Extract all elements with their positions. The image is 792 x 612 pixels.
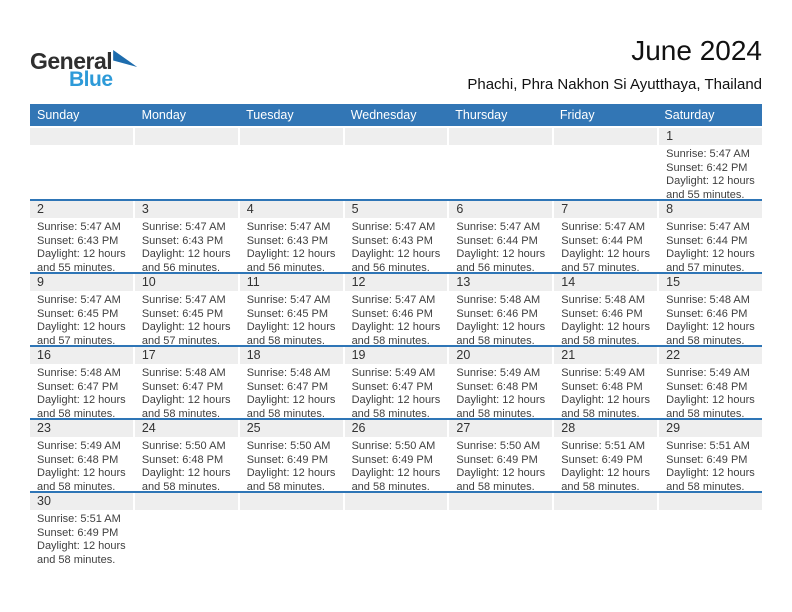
day-details — [345, 364, 448, 418]
day-number — [240, 493, 343, 510]
day-info-line: Daylight: 12 hours — [456, 394, 546, 407]
day-details — [345, 291, 448, 345]
day-info-line: Daylight: 12 hours — [666, 394, 755, 407]
day-details — [554, 510, 657, 513]
day-info-line: and 58 minutes. — [456, 334, 535, 345]
day-number: 3 — [135, 201, 238, 218]
day-cell — [135, 201, 238, 272]
day-cell — [659, 274, 762, 345]
day-cell — [449, 274, 552, 345]
day-info-line: Daylight: 12 hours — [561, 467, 650, 480]
day-cell — [30, 201, 133, 272]
day-info-line: and 58 minutes. — [141, 480, 221, 491]
week-row — [30, 345, 762, 418]
day-info-line: Daylight: 12 hours — [141, 394, 231, 407]
day-cell — [449, 201, 552, 272]
day-number — [30, 128, 133, 145]
day-number: 15 — [659, 274, 762, 291]
day-number — [449, 128, 552, 145]
day-details — [554, 145, 657, 148]
calendar — [30, 104, 762, 564]
day-info-line: and 58 minutes. — [246, 480, 325, 491]
day-info-line: Sunrise: 5:47 AM — [141, 221, 226, 233]
day-cell — [135, 274, 238, 345]
day-number: 26 — [345, 420, 448, 437]
day-info-line: and 58 minutes. — [456, 407, 535, 418]
day-cell — [30, 420, 133, 491]
day-number: 9 — [30, 274, 133, 291]
day-cell — [30, 347, 133, 418]
page-title: June 2024 — [631, 35, 762, 66]
day-info-line: Sunset: 6:42 PM — [666, 161, 748, 174]
page-subtitle: Phachi, Phra Nakhon Si Ayutthaya, Thailand — [467, 76, 762, 93]
day-info-line: and 58 minutes. — [561, 407, 640, 418]
day-info-line: Sunset: 6:46 PM — [351, 307, 433, 320]
day-number: 30 — [30, 493, 133, 510]
day-info-line: Sunset: 6:49 PM — [351, 453, 433, 466]
day-number: 14 — [554, 274, 657, 291]
day-info-line: Sunrise: 5:47 AM — [246, 221, 331, 233]
day-cell — [554, 420, 657, 491]
day-info-line: Sunset: 6:47 PM — [37, 380, 119, 393]
day-cell — [449, 347, 552, 418]
day-number: 11 — [240, 274, 343, 291]
day-number — [345, 128, 448, 145]
day-number: 12 — [345, 274, 448, 291]
day-info-line: Daylight: 12 hours — [561, 248, 650, 261]
day-cell — [449, 420, 552, 491]
day-info-line: Sunset: 6:48 PM — [561, 380, 643, 393]
day-details — [240, 510, 343, 513]
day-details — [240, 218, 343, 272]
day-number: 2 — [30, 201, 133, 218]
day-number: 17 — [135, 347, 238, 364]
day-info-line: Sunrise: 5:47 AM — [666, 221, 750, 233]
day-number: 7 — [554, 201, 657, 218]
day-info-line: Sunset: 6:49 PM — [37, 526, 119, 539]
day-details — [345, 510, 448, 513]
day-info-line: and 57 minutes. — [37, 334, 116, 345]
empty-day-cell — [240, 128, 343, 199]
day-info-line: Daylight: 12 hours — [351, 321, 441, 334]
day-info-line: Sunrise: 5:47 AM — [141, 294, 226, 306]
day-info-line: Sunset: 6:43 PM — [37, 234, 119, 247]
day-details — [240, 291, 343, 345]
day-info-line: Sunrise: 5:48 AM — [246, 367, 331, 379]
day-number: 4 — [240, 201, 343, 218]
day-info-line: Sunrise: 5:48 AM — [456, 294, 541, 306]
day-details — [135, 218, 238, 272]
day-cell — [240, 347, 343, 418]
day-info-line: Daylight: 12 hours — [456, 467, 546, 480]
day-info-line: Sunset: 6:49 PM — [666, 453, 748, 466]
day-info-line: and 57 minutes. — [141, 334, 221, 345]
weekday-label: Friday — [559, 108, 595, 122]
day-cell — [554, 274, 657, 345]
day-details — [135, 364, 238, 418]
day-info-line: and 57 minutes. — [666, 261, 745, 272]
day-info-line: Sunset: 6:46 PM — [666, 307, 748, 320]
day-number: 23 — [30, 420, 133, 437]
day-info-line: Sunset: 6:46 PM — [456, 307, 538, 320]
day-details — [135, 145, 238, 148]
day-cell — [240, 420, 343, 491]
day-number: 29 — [659, 420, 762, 437]
day-number — [554, 493, 657, 510]
day-details — [135, 510, 238, 513]
day-details — [30, 510, 133, 564]
day-cell — [659, 420, 762, 491]
day-details — [659, 291, 762, 345]
title-block — [467, 34, 762, 94]
empty-day-cell — [554, 493, 657, 564]
day-info-line: Sunrise: 5:47 AM — [37, 221, 121, 233]
day-info-line: Daylight: 12 hours — [141, 467, 231, 480]
weekday-label: Monday — [141, 108, 187, 122]
day-info-line: Sunset: 6:48 PM — [666, 380, 748, 393]
day-info-line: Sunrise: 5:49 AM — [666, 367, 750, 379]
week-row — [30, 491, 762, 564]
day-info-line: and 55 minutes. — [666, 188, 745, 199]
day-number — [449, 493, 552, 510]
day-number: 16 — [30, 347, 133, 364]
day-info-line: Sunrise: 5:47 AM — [351, 294, 436, 306]
day-number: 27 — [449, 420, 552, 437]
empty-day-cell — [135, 128, 238, 199]
weekday-label: Thursday — [455, 108, 508, 122]
day-info-line: Sunrise: 5:48 AM — [37, 367, 121, 379]
day-details — [449, 364, 552, 418]
day-info-line: Daylight: 12 hours — [246, 394, 336, 407]
weekday-header — [30, 104, 762, 126]
day-info-line: and 58 minutes. — [37, 480, 116, 491]
day-number: 19 — [345, 347, 448, 364]
day-number — [135, 128, 238, 145]
day-info-line: Sunset: 6:48 PM — [37, 453, 119, 466]
day-info-line: Daylight: 12 hours — [666, 467, 755, 480]
day-number: 21 — [554, 347, 657, 364]
day-info-line: Sunset: 6:47 PM — [351, 380, 433, 393]
day-info-line: Sunrise: 5:50 AM — [456, 440, 541, 452]
weekday-label: Saturday — [664, 108, 715, 122]
day-info-line: Sunset: 6:47 PM — [141, 380, 224, 393]
day-number: 20 — [449, 347, 552, 364]
day-cell — [554, 347, 657, 418]
day-details — [659, 218, 762, 272]
empty-day-cell — [345, 493, 448, 564]
logo-word-general: General — [30, 48, 113, 74]
day-details — [554, 218, 657, 272]
day-info-line: and 56 minutes. — [351, 261, 430, 272]
day-details — [659, 437, 762, 491]
day-number: 13 — [449, 274, 552, 291]
empty-day-cell — [554, 128, 657, 199]
day-info-line: and 58 minutes. — [561, 480, 640, 491]
day-details — [345, 218, 448, 272]
day-info-line: Sunset: 6:44 PM — [561, 234, 643, 247]
day-info-line: Sunset: 6:49 PM — [246, 453, 329, 466]
empty-day-cell — [30, 128, 133, 199]
day-details — [345, 145, 448, 148]
logo-triangle-icon — [113, 50, 137, 67]
day-info-line: Daylight: 12 hours — [456, 248, 546, 261]
empty-day-cell — [449, 128, 552, 199]
day-info-line: Daylight: 12 hours — [666, 248, 755, 261]
day-info-line: Sunset: 6:44 PM — [666, 234, 748, 247]
empty-day-cell — [449, 493, 552, 564]
day-info-line: Daylight: 12 hours — [666, 175, 755, 188]
day-info-line: Sunrise: 5:49 AM — [351, 367, 436, 379]
day-info-line: Sunset: 6:43 PM — [141, 234, 224, 247]
day-info-line: Sunrise: 5:50 AM — [246, 440, 331, 452]
day-info-line: Sunset: 6:49 PM — [561, 453, 643, 466]
day-info-line: Sunset: 6:49 PM — [456, 453, 538, 466]
day-cell — [345, 347, 448, 418]
day-details — [449, 510, 552, 513]
day-details — [659, 145, 762, 199]
day-info-line: Sunset: 6:48 PM — [141, 453, 224, 466]
day-number: 24 — [135, 420, 238, 437]
day-info-line: Sunrise: 5:47 AM — [351, 221, 436, 233]
week-row — [30, 199, 762, 272]
general-blue-logo — [30, 48, 170, 92]
empty-day-cell — [135, 493, 238, 564]
day-number: 18 — [240, 347, 343, 364]
day-details — [240, 145, 343, 148]
day-number: 28 — [554, 420, 657, 437]
day-details — [240, 437, 343, 491]
day-info-line: Sunrise: 5:48 AM — [561, 294, 646, 306]
day-info-line: and 57 minutes. — [561, 261, 640, 272]
day-info-line: and 56 minutes. — [141, 261, 221, 272]
day-details — [30, 145, 133, 148]
day-cell — [659, 128, 762, 199]
day-info-line: Sunrise: 5:50 AM — [351, 440, 436, 452]
day-details — [345, 437, 448, 491]
day-info-line: Sunset: 6:44 PM — [456, 234, 538, 247]
day-info-line: Daylight: 12 hours — [141, 321, 231, 334]
day-info-line: and 58 minutes. — [666, 480, 745, 491]
day-details — [240, 364, 343, 418]
day-info-line: Sunrise: 5:50 AM — [141, 440, 226, 452]
day-details — [30, 437, 133, 491]
day-info-line: and 58 minutes. — [37, 553, 116, 564]
day-details — [449, 437, 552, 491]
empty-day-cell — [659, 493, 762, 564]
day-number: 5 — [345, 201, 448, 218]
day-number: 6 — [449, 201, 552, 218]
day-info-line: Sunrise: 5:51 AM — [561, 440, 646, 452]
weekday-label: Tuesday — [246, 108, 294, 122]
day-number: 1 — [659, 128, 762, 145]
day-info-line: Sunset: 6:46 PM — [561, 307, 643, 320]
day-cell — [345, 274, 448, 345]
day-info-line: Sunrise: 5:49 AM — [37, 440, 121, 452]
day-info-line: Sunset: 6:45 PM — [141, 307, 224, 320]
day-info-line: and 56 minutes. — [456, 261, 535, 272]
day-cell — [240, 201, 343, 272]
day-number — [240, 128, 343, 145]
day-details — [449, 218, 552, 272]
day-number: 10 — [135, 274, 238, 291]
day-info-line: Sunset: 6:47 PM — [246, 380, 329, 393]
day-number: 8 — [659, 201, 762, 218]
day-info-line: and 58 minutes. — [456, 480, 535, 491]
day-info-line: and 58 minutes. — [666, 407, 745, 418]
day-number: 25 — [240, 420, 343, 437]
day-info-line: Sunrise: 5:49 AM — [561, 367, 646, 379]
day-cell — [345, 201, 448, 272]
day-cell — [135, 347, 238, 418]
day-info-line: Sunrise: 5:47 AM — [37, 294, 121, 306]
day-info-line: and 58 minutes. — [37, 407, 116, 418]
day-cell — [659, 347, 762, 418]
day-info-line: and 58 minutes. — [351, 480, 430, 491]
day-info-line: Daylight: 12 hours — [37, 248, 126, 261]
day-info-line: and 58 minutes. — [141, 407, 221, 418]
day-info-line: Daylight: 12 hours — [351, 467, 441, 480]
day-details — [30, 291, 133, 345]
day-info-line: and 55 minutes. — [37, 261, 116, 272]
day-info-line: Daylight: 12 hours — [37, 321, 126, 334]
day-details — [659, 510, 762, 513]
day-info-line: and 58 minutes. — [666, 334, 745, 345]
week-row — [30, 126, 762, 199]
day-info-line: Daylight: 12 hours — [351, 394, 441, 407]
empty-day-cell — [345, 128, 448, 199]
day-details — [659, 364, 762, 418]
day-info-line: Daylight: 12 hours — [351, 248, 441, 261]
day-info-line: Daylight: 12 hours — [561, 394, 650, 407]
day-details — [135, 291, 238, 345]
day-info-line: and 58 minutes. — [351, 407, 430, 418]
weekday-label: Sunday — [37, 108, 80, 122]
day-cell — [30, 274, 133, 345]
day-info-line: Sunrise: 5:47 AM — [561, 221, 646, 233]
day-info-line: Sunset: 6:45 PM — [246, 307, 329, 320]
day-info-line: Sunrise: 5:47 AM — [666, 148, 750, 160]
day-info-line: Daylight: 12 hours — [246, 321, 336, 334]
day-info-line: Daylight: 12 hours — [456, 321, 546, 334]
day-details — [30, 218, 133, 272]
day-info-line: Sunset: 6:43 PM — [246, 234, 329, 247]
day-info-line: and 58 minutes. — [246, 407, 325, 418]
day-number: 22 — [659, 347, 762, 364]
day-cell — [30, 493, 133, 564]
weekday-label: Wednesday — [350, 108, 417, 122]
day-info-line: Daylight: 12 hours — [37, 467, 126, 480]
day-cell — [554, 201, 657, 272]
day-cell — [659, 201, 762, 272]
day-info-line: and 56 minutes. — [246, 261, 325, 272]
day-info-line: Sunrise: 5:48 AM — [666, 294, 750, 306]
day-info-line: Sunrise: 5:51 AM — [37, 513, 121, 525]
day-number — [345, 493, 448, 510]
day-details — [554, 291, 657, 345]
day-info-line: Sunrise: 5:47 AM — [456, 221, 541, 233]
logo-word-blue: Blue — [69, 68, 113, 91]
day-info-line: Sunset: 6:48 PM — [456, 380, 538, 393]
day-number — [554, 128, 657, 145]
day-number — [135, 493, 238, 510]
day-details — [554, 364, 657, 418]
day-info-line: and 58 minutes. — [351, 334, 430, 345]
day-info-line: Sunrise: 5:51 AM — [666, 440, 750, 452]
day-cell — [240, 274, 343, 345]
day-details — [554, 437, 657, 491]
day-info-line: Sunset: 6:43 PM — [351, 234, 433, 247]
day-info-line: Daylight: 12 hours — [246, 467, 336, 480]
day-info-line: Sunrise: 5:48 AM — [141, 367, 226, 379]
day-details — [449, 291, 552, 345]
day-info-line: and 58 minutes. — [246, 334, 325, 345]
day-details — [30, 364, 133, 418]
day-info-line: Sunrise: 5:49 AM — [456, 367, 541, 379]
day-cell — [135, 420, 238, 491]
day-number — [659, 493, 762, 510]
day-cell — [345, 420, 448, 491]
day-info-line: Daylight: 12 hours — [37, 540, 126, 553]
calendar-weeks — [30, 126, 762, 564]
day-info-line: and 58 minutes. — [561, 334, 640, 345]
day-info-line: Sunset: 6:45 PM — [37, 307, 119, 320]
day-info-line: Daylight: 12 hours — [141, 248, 231, 261]
week-row — [30, 418, 762, 491]
day-info-line: Daylight: 12 hours — [561, 321, 650, 334]
day-details — [135, 437, 238, 491]
empty-day-cell — [240, 493, 343, 564]
day-info-line: Sunrise: 5:47 AM — [246, 294, 331, 306]
day-details — [449, 145, 552, 148]
day-info-line: Daylight: 12 hours — [666, 321, 755, 334]
day-info-line: Daylight: 12 hours — [246, 248, 336, 261]
day-info-line: Daylight: 12 hours — [37, 394, 126, 407]
week-row — [30, 272, 762, 345]
